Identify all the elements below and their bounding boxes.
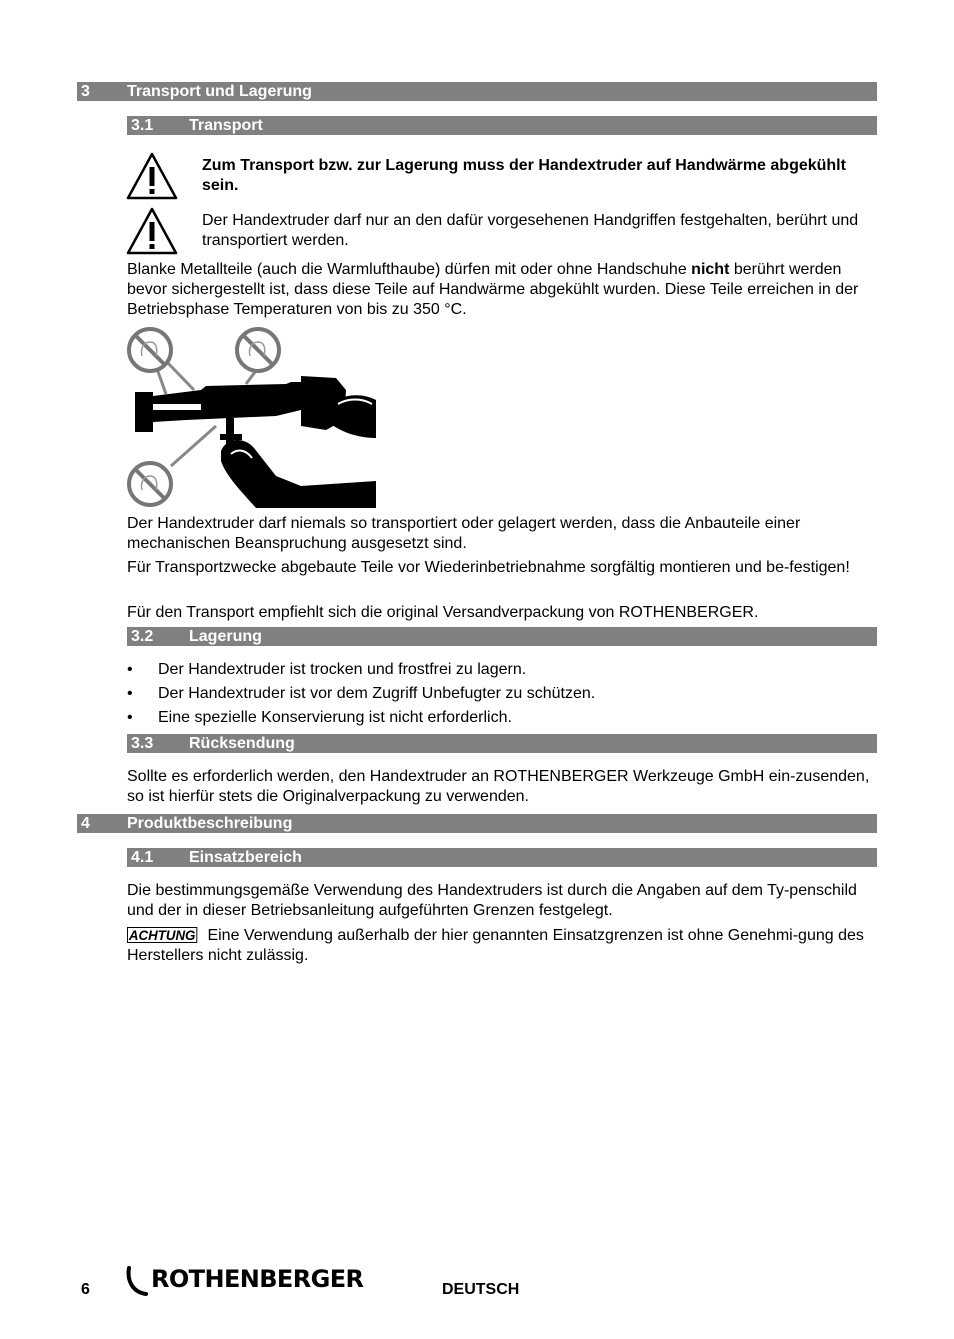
section-number: 3.2 (131, 628, 154, 645)
warning-triangle-icon (126, 207, 178, 255)
warning-triangle-icon (126, 152, 178, 200)
section-heading-3 (77, 82, 877, 101)
section-heading-4-1 (127, 848, 877, 867)
no-touch-hand-icon (129, 463, 171, 505)
no-touch-hand-icon (129, 329, 171, 371)
bullet-symbol: • (127, 685, 133, 702)
paragraph-mechanical-stress: Der Handextruder darf niemals so transportiert oder gelagert werden, dass die Anbauteile einer mechanischen Beanspruchung ausgesetzt sind. (127, 515, 801, 552)
paragraph-achtung (127, 926, 877, 966)
section-title: Lagerung (189, 628, 262, 645)
no-touch-hand-icon (237, 329, 279, 371)
paragraph-packaging: Für den Transport empfiehlt sich die original Versandverpackung von ROTHENBERGER. (127, 604, 759, 621)
paragraph-metal-parts (127, 260, 877, 320)
section-heading-3-2 (127, 627, 877, 646)
list-item-text: Der Handextruder ist trocken und frostfrei zu lagern. (158, 661, 527, 678)
brand-name: ROTHENBERGER (151, 1265, 364, 1293)
extruder-no-touch-figure (126, 326, 376, 508)
section-title: Transport und Lagerung (127, 83, 312, 100)
text-run: berührt werden bevor sichergestellt ist, dass diese Teile auf Handwärme abgekühlt wurden. Diese Teile erreichen in der Betriebsphase Temperaturen von bis zu 350 °C. (127, 261, 859, 318)
section-number: 4 (81, 815, 90, 832)
language-label: DEUTSCH (442, 1281, 520, 1298)
section-title: Produktbeschreibung (127, 815, 293, 832)
section-number: 3.1 (131, 117, 154, 134)
list-item-text: Eine spezielle Konservierung ist nicht erforderlich. (158, 709, 512, 726)
achtung-label: ACHTUNG (128, 927, 196, 943)
warning-text-handles: Der Handextruder darf nur an den dafür vorgesehenen Handgriffen festgehalten, berührt und transportiert werden. (202, 212, 859, 249)
text-run-bold: nicht (691, 261, 730, 278)
section-title: Transport (189, 117, 263, 134)
bullet-symbol: • (127, 661, 133, 678)
paragraph-intended-use: Die bestimmungsgemäße Verwendung des Handextruders ist durch die Angaben auf dem Ty-penschild und der in dieser Betriebsanleitung aufgeführten Grenzen festgelegt. (127, 882, 857, 919)
text-run: Blanke Metallteile (auch die Warmlufthaube) dürfen mit oder ohne Handschuhe (127, 261, 692, 278)
section-title: Rücksendung (189, 735, 295, 752)
paragraph-reassembly: Für Transportzwecke abgebaute Teile vor Wiederinbetriebnahme sorgfältig montieren und be-festigen! (127, 559, 850, 576)
list-item (127, 708, 877, 732)
section-number: 3 (81, 83, 90, 100)
paragraph-return: Sollte es erforderlich werden, den Handextruder an ROTHENBERGER Werkzeuge GmbH ein-zusenden, so ist hierfür stets die Originalverpackung zu verwenden. (127, 768, 870, 805)
list-item (127, 660, 877, 684)
section-heading-3-1 (127, 116, 877, 135)
bullet-symbol: • (127, 709, 133, 726)
section-number: 4.1 (131, 849, 154, 866)
storage-list (127, 660, 877, 732)
rothenberger-logo (126, 1264, 364, 1298)
section-heading-3-3 (127, 734, 877, 753)
list-item-text: Der Handextruder ist vor dem Zugriff Unbefugter zu schützen. (158, 685, 596, 702)
achtung-text: Eine Verwendung außerhalb der hier genannten Einsatzgrenzen ist ohne Genehmi-gung des Herstellers nicht zulässig. (127, 927, 864, 964)
section-heading-4 (77, 814, 877, 833)
list-item (127, 684, 877, 708)
section-title: Einsatzbereich (189, 849, 302, 866)
page-number: 6 (81, 1281, 90, 1298)
section-number: 3.3 (131, 735, 154, 752)
warning-text-cooling: Zum Transport bzw. zur Lagerung muss der Handextruder auf Handwärme abgekühlt sein. (202, 157, 846, 194)
